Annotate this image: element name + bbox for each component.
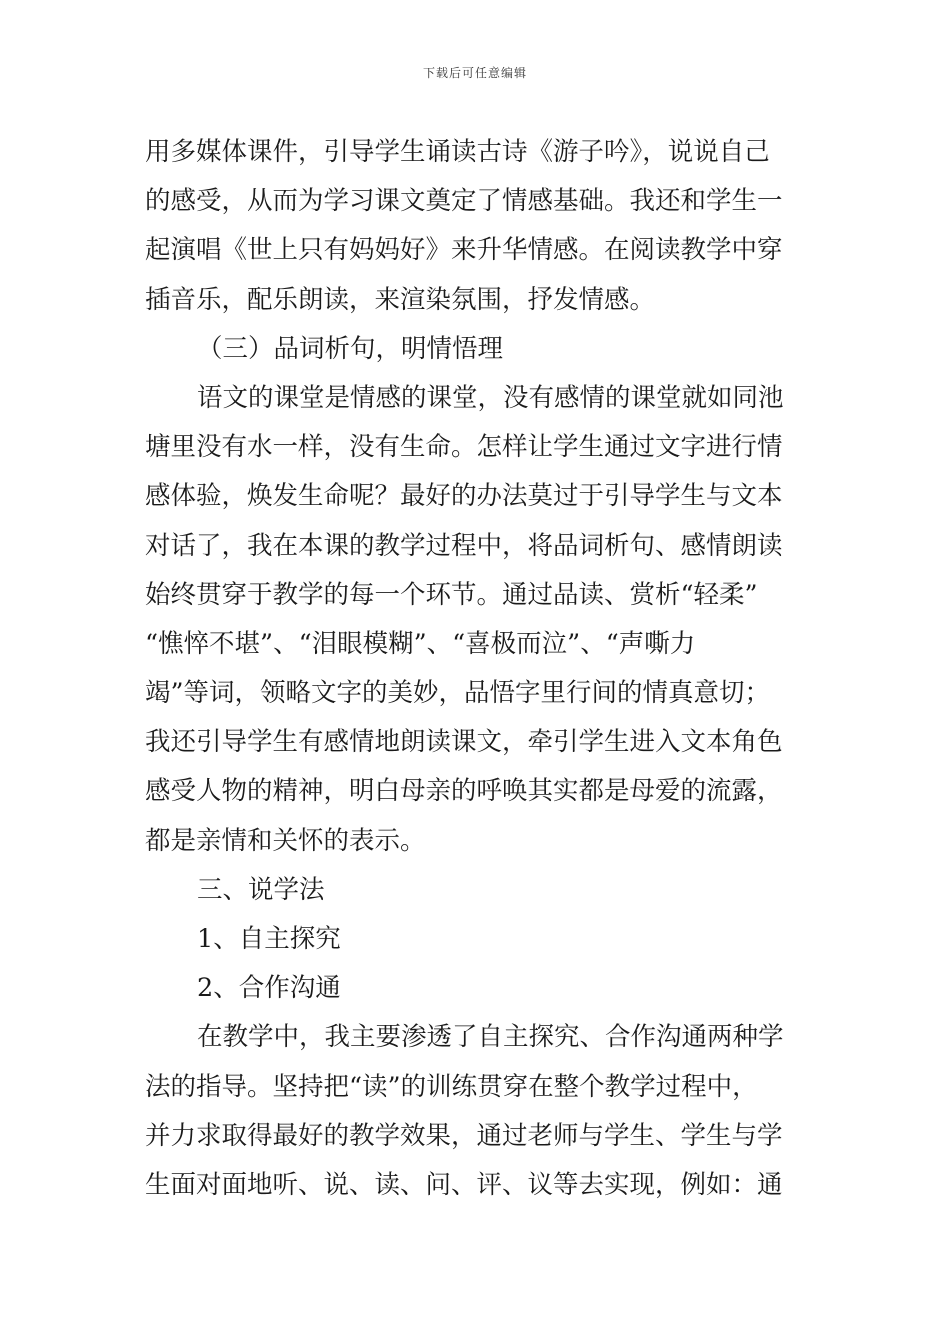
text-line: 用多媒体课件，引导学生诵读古诗《游子吟》，说说自己 xyxy=(145,137,770,167)
text-line: 感受人物的精神，明白母亲的呼唤其实都是母爱的流露， xyxy=(145,776,783,807)
text-line: 对话了，我在本课的教学过程中，将品词析句、感情朗读 xyxy=(145,530,783,561)
text-line: 的感受，从而为学习课文奠定了情感基础。我还和学生一 xyxy=(145,186,783,217)
text-line: 始终贯穿于教学的每一个环节。通过品读、赏析“轻柔” xyxy=(145,579,758,610)
text-line: 生面对面地听、说、读、问、评、议等去实现，例如：通 xyxy=(145,1169,783,1200)
text-line: 都是亲情和关怀的表示。 xyxy=(145,825,426,856)
list-item: 2、合作沟通 xyxy=(197,973,341,1004)
text-line: 并力求取得最好的教学效果，通过老师与学生、学生与学 xyxy=(145,1120,783,1151)
text-line: 插音乐，配乐朗读，来渲染氛围，抒发情感。 xyxy=(145,284,656,315)
text-line: 语文的课堂是情感的课堂，没有感情的课堂就如同池 xyxy=(197,382,784,413)
text-line: 感体验，焕发生命呢？最好的办法莫过于引导学生与文本 xyxy=(145,481,783,512)
section-heading: （三）品词析句，明情悟理 xyxy=(197,333,504,364)
list-item: 1、自主探究 xyxy=(197,924,341,954)
text-line: 法的指导。坚持把“读”的训练贯穿在整个教学过程中， xyxy=(145,1071,758,1102)
text-line: 我还引导学生有感情地朗读课文，牵引学生进入文本角色 xyxy=(145,727,783,758)
text-line: “憔悴不堪”、“泪眼模糊”、“喜极而泣”、“声嘶力 xyxy=(145,628,696,659)
text-line: 塘里没有水一样，没有生命。怎样让学生通过文字进行情 xyxy=(145,432,783,463)
text-line: 在教学中，我主要渗透了自主探究、合作沟通两种学 xyxy=(197,1022,784,1053)
document-body xyxy=(145,128,810,1210)
section-heading: 三、说学法 xyxy=(197,874,325,905)
text-line: 竭”等词，领略文字的美妙，品悟字里行间的情真意切； xyxy=(145,678,771,709)
page-header: 下载后可任意编辑 xyxy=(422,66,527,80)
text-line: 起演唱《世上只有妈妈好》来升华情感。在阅读教学中穿 xyxy=(145,235,783,266)
